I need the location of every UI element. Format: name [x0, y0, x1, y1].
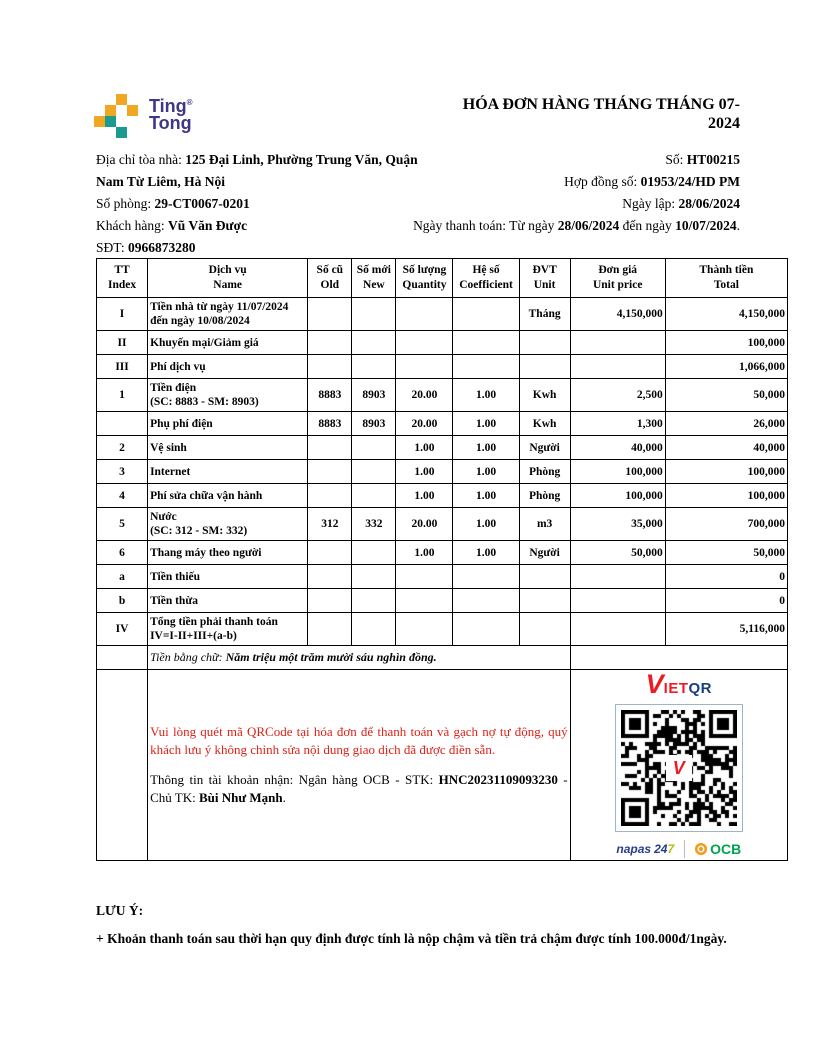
quantity	[396, 565, 453, 589]
old-reading	[308, 613, 352, 646]
new-reading: 8903	[352, 412, 396, 436]
info-line-right: Hợp đồng số: 01953/24/HD PM	[564, 174, 740, 189]
row-index: 2	[97, 436, 148, 460]
row-index: IV	[97, 613, 148, 646]
table-row	[97, 508, 788, 541]
unit-price	[570, 565, 665, 589]
unit-price: 1,300	[570, 412, 665, 436]
napas-247-logo: napas 247	[616, 842, 675, 856]
empty-cell	[97, 646, 148, 670]
tingtong-logo-icon	[94, 94, 139, 139]
old-reading: 8883	[308, 379, 352, 412]
old-reading	[308, 355, 352, 379]
service-name: Tiền nhà từ ngày 11/07/2024 đến ngày 10/08/2024	[148, 298, 308, 331]
quantity: 1.00	[396, 541, 453, 565]
old-reading	[308, 484, 352, 508]
row-index	[97, 412, 148, 436]
table-row	[97, 613, 788, 646]
vietqr-block	[570, 670, 787, 861]
line-total: 5,116,000	[665, 613, 787, 646]
coefficient: 1.00	[453, 484, 519, 508]
unit: Người	[519, 436, 570, 460]
line-total: 100,000	[665, 331, 787, 355]
unit: m3	[519, 508, 570, 541]
info-line-left: Số phòng: 29-CT0067-0201	[96, 196, 250, 211]
new-reading	[352, 565, 396, 589]
old-reading	[308, 541, 352, 565]
new-reading	[352, 484, 396, 508]
table-row	[97, 565, 788, 589]
service-name: Khuyến mại/Giảm giá	[148, 331, 308, 355]
payment-qr-row	[97, 670, 788, 861]
coefficient: 1.00	[453, 460, 519, 484]
table-row	[97, 331, 788, 355]
qr-center-logo: V	[666, 755, 692, 781]
unit-price: 100,000	[570, 484, 665, 508]
service-name: Internet	[148, 460, 308, 484]
new-reading	[352, 355, 396, 379]
quantity: 20.00	[396, 379, 453, 412]
unit-price: 2,500	[570, 379, 665, 412]
old-reading	[308, 460, 352, 484]
account-label: Thông tin tài khoản nhận: Ngân hàng OCB - STK:	[150, 772, 439, 787]
qr-code	[615, 704, 743, 832]
unit	[519, 331, 570, 355]
table-row	[97, 298, 788, 331]
column-header: TT Index	[97, 259, 148, 298]
old-reading	[308, 331, 352, 355]
late-payment-note: + Khoản thanh toán sau thời hạn quy định được tính là nộp chậm và tiền trả chậm được tính 100.000đ/1ngày.	[96, 931, 727, 946]
line-total: 700,000	[665, 508, 787, 541]
info-line-left: Địa chỉ tòa nhà: 125 Đại Linh, Phường Trung Văn, Quận Nam Từ Liêm, Hà Nội	[96, 152, 418, 189]
line-total: 50,000	[665, 541, 787, 565]
old-reading	[308, 565, 352, 589]
column-header: Dịch vụ Name	[148, 259, 308, 298]
unit: Phòng	[519, 484, 570, 508]
table-row	[97, 541, 788, 565]
column-header: Thành tiền Total	[665, 259, 787, 298]
old-reading	[308, 436, 352, 460]
quantity	[396, 589, 453, 613]
quantity	[396, 331, 453, 355]
info-line-left: Khách hàng: Vũ Văn Được	[96, 218, 248, 233]
row-index: b	[97, 589, 148, 613]
line-total: 40,000	[665, 436, 787, 460]
new-reading	[352, 331, 396, 355]
account-number: HNC20231109093230	[438, 772, 558, 787]
row-index: I	[97, 298, 148, 331]
coefficient	[453, 565, 519, 589]
quantity: 1.00	[396, 484, 453, 508]
coefficient: 1.00	[453, 436, 519, 460]
unit-price	[570, 355, 665, 379]
table-row	[97, 379, 788, 412]
table-body	[97, 298, 788, 646]
quantity	[396, 613, 453, 646]
amount-in-words-value: Năm triệu một trăm mười sáu nghìn đồng.	[225, 650, 437, 664]
table-row	[97, 436, 788, 460]
service-name: Phí dịch vụ	[148, 355, 308, 379]
unit: Tháng	[519, 298, 570, 331]
invoice-meta-info	[360, 149, 740, 237]
row-index: II	[97, 331, 148, 355]
unit-price: 4,150,000	[570, 298, 665, 331]
line-total: 50,000	[665, 379, 787, 412]
quantity: 20.00	[396, 508, 453, 541]
unit	[519, 589, 570, 613]
coefficient: 1.00	[453, 541, 519, 565]
line-total: 4,150,000	[665, 298, 787, 331]
service-name: Phụ phí điện	[148, 412, 308, 436]
account-mid-label: - Chủ TK:	[150, 772, 568, 805]
invoice-table	[96, 258, 788, 861]
new-reading: 8903	[352, 379, 396, 412]
amount-in-words-label: Tiền bằng chữ:	[150, 650, 226, 664]
service-name: Tiền thừa	[148, 589, 308, 613]
column-header: Số mới New	[352, 259, 396, 298]
line-total: 0	[665, 589, 787, 613]
quantity: 1.00	[396, 460, 453, 484]
logo-divider	[684, 840, 685, 858]
quantity: 20.00	[396, 412, 453, 436]
unit-price: 35,000	[570, 508, 665, 541]
coefficient: 1.00	[453, 379, 519, 412]
unit-price: 100,000	[570, 460, 665, 484]
table-row	[97, 484, 788, 508]
amount-in-words	[148, 646, 571, 670]
qr-partner-logos	[573, 840, 785, 858]
table-row	[97, 589, 788, 613]
old-reading	[308, 298, 352, 331]
row-index: 3	[97, 460, 148, 484]
table-row	[97, 412, 788, 436]
column-header: Đơn giá Unit price	[570, 259, 665, 298]
coefficient	[453, 331, 519, 355]
service-name: Nước (SC: 312 - SM: 332)	[148, 508, 308, 541]
coefficient: 1.00	[453, 508, 519, 541]
ocb-icon	[695, 843, 707, 855]
amount-in-words-row	[97, 646, 788, 670]
coefficient	[453, 298, 519, 331]
account-holder: Bùi Như Mạnh	[198, 790, 283, 805]
line-total: 26,000	[665, 412, 787, 436]
info-line-right: Ngày thanh toán: Từ ngày 28/06/2024 đến ngày 10/07/2024.	[413, 218, 740, 233]
new-reading	[352, 298, 396, 331]
coefficient	[453, 589, 519, 613]
unit-price: 40,000	[570, 436, 665, 460]
old-reading: 8883	[308, 412, 352, 436]
service-name: Thang máy theo người	[148, 541, 308, 565]
payment-notice-cell	[148, 670, 571, 861]
unit	[519, 565, 570, 589]
table-header	[97, 259, 788, 298]
info-line-right: Ngày lập: 28/06/2024	[622, 196, 740, 211]
table-header-row	[97, 259, 788, 298]
service-name: Phí sửa chữa vận hành	[148, 484, 308, 508]
column-header: ĐVT Unit	[519, 259, 570, 298]
column-header: Hệ số Coefficient	[453, 259, 519, 298]
service-name: Vệ sinh	[148, 436, 308, 460]
quantity: 1.00	[396, 436, 453, 460]
coefficient: 1.00	[453, 412, 519, 436]
old-reading	[308, 589, 352, 613]
unit: Phòng	[519, 460, 570, 484]
unit-price	[570, 589, 665, 613]
new-reading	[352, 436, 396, 460]
tingtong-logo	[94, 94, 193, 139]
notes-heading: LƯU Ý:	[96, 903, 144, 918]
account-end: .	[282, 790, 286, 805]
tingtong-logo-text: Ting® Tong	[149, 96, 193, 133]
unit: Kwh	[519, 412, 570, 436]
unit-price	[570, 331, 665, 355]
row-index: 6	[97, 541, 148, 565]
quantity	[396, 355, 453, 379]
service-name: Tiền điện (SC: 8883 - SM: 8903)	[148, 379, 308, 412]
row-index: a	[97, 565, 148, 589]
line-total: 100,000	[665, 460, 787, 484]
unit	[519, 613, 570, 646]
unit	[519, 355, 570, 379]
invoice-title: HÓA ĐƠN HÀNG THÁNG THÁNG 07-2024	[462, 96, 740, 132]
qr-payment-warning: Vui lòng quét mã QRCode tại hóa đơn để thanh toán và gạch nợ tự động, quý khách lưu ý không chỉnh sửa nội dung giao dịch đã được điền sẵn.	[150, 724, 568, 757]
coefficient	[453, 355, 519, 379]
new-reading: 332	[352, 508, 396, 541]
table-row	[97, 460, 788, 484]
new-reading	[352, 460, 396, 484]
bank-account-info	[150, 771, 568, 807]
new-reading	[352, 589, 396, 613]
new-reading	[352, 613, 396, 646]
info-line-left: SĐT: 0966873280	[96, 240, 196, 255]
new-reading	[352, 541, 396, 565]
row-index: III	[97, 355, 148, 379]
unit: Kwh	[519, 379, 570, 412]
empty-cell	[570, 646, 787, 670]
line-total: 100,000	[665, 484, 787, 508]
line-total: 0	[665, 565, 787, 589]
coefficient	[453, 613, 519, 646]
row-index: 5	[97, 508, 148, 541]
column-header: Số cũ Old	[308, 259, 352, 298]
column-header: Số lượng Quantity	[396, 259, 453, 298]
row-index: 1	[97, 379, 148, 412]
unit-price	[570, 613, 665, 646]
line-total: 1,066,000	[665, 355, 787, 379]
empty-cell	[97, 670, 148, 861]
unit: Người	[519, 541, 570, 565]
service-name: Tiền thiếu	[148, 565, 308, 589]
ocb-bank-logo: OCB	[695, 841, 741, 857]
service-name: Tổng tiền phải thanh toán IV=I-II+III+(a-b)	[148, 613, 308, 646]
table-row	[97, 355, 788, 379]
quantity	[396, 298, 453, 331]
info-line-right: Số: HT00215	[665, 152, 740, 167]
unit-price: 50,000	[570, 541, 665, 565]
vietqr-logo: VIETQR	[645, 669, 712, 699]
old-reading: 312	[308, 508, 352, 541]
row-index: 4	[97, 484, 148, 508]
